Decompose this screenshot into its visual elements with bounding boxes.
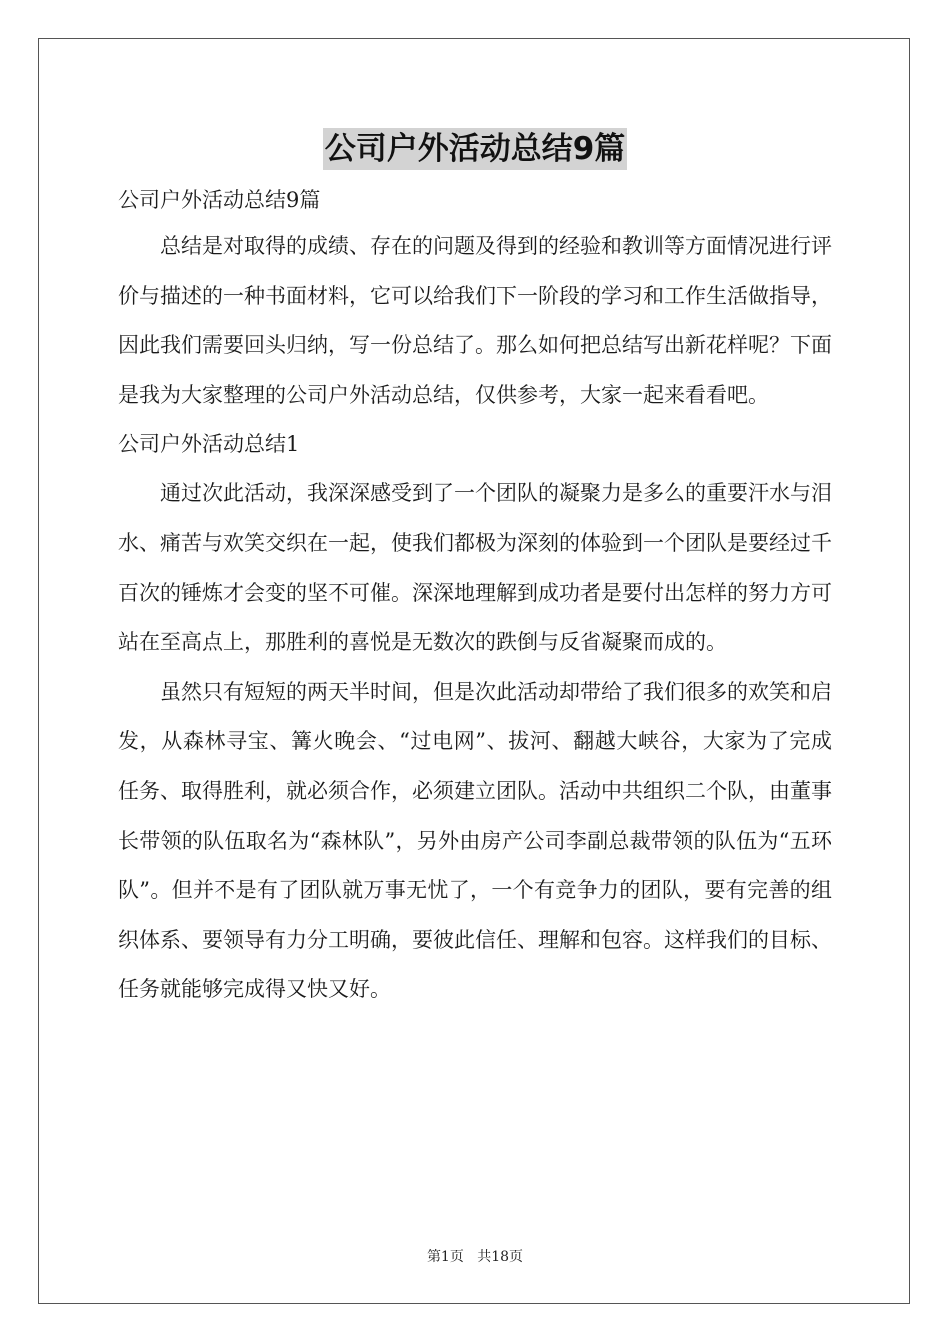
- document-title: 公司户外活动总结9篇: [323, 128, 628, 170]
- document-body: [118, 178, 832, 1015]
- page-total: 共18页: [477, 1249, 524, 1265]
- title-wrap: [0, 128, 950, 170]
- section-heading: 公司户外活动总结1: [118, 432, 300, 457]
- section-paragraph-2: 虽然只有短短的两天半时间，但是次此活动却带给了我们很多的欢笑和启发，从森林寻宝、篝火晚会、“过电网”、拔河、翻越大峡谷，大家为了完成任务、取得胜利，就必须合作，必须建立团队。活动中共组织二个队，由董事长带领的队伍取名为“森林队”，另外由房产公司李副总裁带领的队伍为“五环队”。但并不是有了团队就万事无忧了，一个有竞争力的团队，要有完善的组织体系、要领导有力分工明确，要彼此信任、理解和包容。这样我们的目标、任务就能够完成得又快又好。: [118, 679, 832, 1002]
- page-footer: [0, 1246, 950, 1266]
- intro-paragraph: 总结是对取得的成绩、存在的问题及得到的经验和教训等方面情况进行评价与描述的一种书面材料，它可以给我们下一阶段的学习和工作生活做指导，因此我们需要回头归纳，写一份总结了。那么如何把总结写出新花样呢？下面是我为大家整理的公司户外活动总结，仅供参考，大家一起来看看吧。: [118, 234, 832, 407]
- document-subtitle: 公司户外活动总结9篇: [118, 188, 321, 212]
- page-number: 第1页: [426, 1249, 464, 1265]
- section-paragraph-1: 通过次此活动，我深深感受到了一个团队的凝聚力是多么的重要汗水与泪水、痛苦与欢笑交织在一起，使我们都极为深刻的体验到一个团队是要经过千百次的锤炼才会变的坚不可催。深深地理解到成功者是要付出怎样的努力方可站在至高点上，那胜利的喜悦是无数次的跌倒与反省凝聚而成的。: [118, 481, 832, 655]
